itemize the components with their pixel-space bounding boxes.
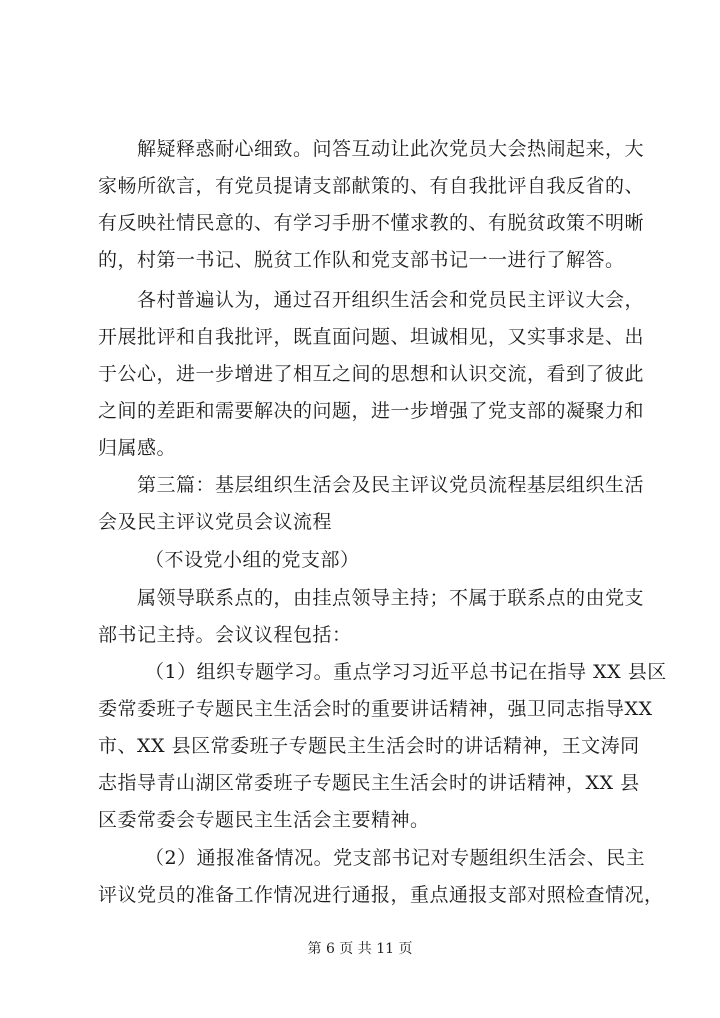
- paragraph-2-line-2: 开展批评和自我批评，既直面问题、坦诚相见，又实事求是、出: [98, 326, 645, 348]
- paragraph-2-line-3: 于公心，进一步增进了相互之间的思想和认识交流，看到了彼此: [98, 363, 645, 385]
- paragraph-2-line-1: 各村普遍认为，通过召开组织生活会和党员民主评议大会，: [137, 289, 645, 311]
- section-heading-line-1: 第三篇：基层组织生活会及民主评议党员流程基层组织生活: [137, 474, 645, 496]
- paragraph-2-line-4: 之间的差距和需要解决的问题，进一步增强了党支部的凝聚力和: [98, 400, 645, 422]
- paragraph-6-line-1: （1）组织专题学习。重点学习习近平总书记在指导 XX 县区: [145, 661, 667, 683]
- paragraph-6-line-5: 区委常委会专题民主生活会主要精神。: [98, 809, 430, 831]
- paragraph-5-line-2: 部书记主持。会议议程包括：: [98, 624, 352, 646]
- paragraph-2-line-5: 归属感。: [98, 437, 177, 459]
- paragraph-7-line-1: （2）通报准备情况。党支部书记对专题组织生活会、民主: [145, 847, 646, 869]
- paragraph-1-line-4: 的，村第一书记、脱贫工作队和党支部书记一一进行了解答。: [98, 249, 625, 271]
- paragraph-6-line-4: 志指导青山湖区常委班子专题民主生活会时的讲话精神，XX 县: [98, 772, 640, 794]
- paragraph-6-line-3: 市、XX 县区常委班子专题民主生活会时的讲话精神，王文涛同: [98, 735, 640, 757]
- paragraph-1-line-3: 有反映社情民意的、有学习手册不懂求教的、有脱贫政策不明晰: [98, 212, 645, 234]
- paragraph-1-line-2: 家畅所欲言，有党员提请支部献策的、有自我批评自我反省的、: [98, 175, 645, 197]
- paragraph-6-line-2: 委常委班子专题民主生活会时的重要讲话精神，强卫同志指导XX: [98, 698, 653, 720]
- paragraph-5-line-1: 属领导联系点的，由挂点领导主持；不属于联系点的由党支: [137, 587, 645, 609]
- paragraph-4-line-1: （不设党小组的党支部）: [145, 549, 360, 571]
- paragraph-1-line-1: 解疑释惑耐心细致。问答互动让此次党员大会热闹起来，大: [137, 138, 645, 160]
- section-heading-line-2: 会及民主评议党员会议流程: [98, 511, 333, 533]
- page-number-footer: 第 6 页 共 11 页: [307, 941, 413, 957]
- paragraph-7-line-2: 评议党员的准备工作情况进行通报，重点通报支部对照检查情况，: [98, 884, 664, 906]
